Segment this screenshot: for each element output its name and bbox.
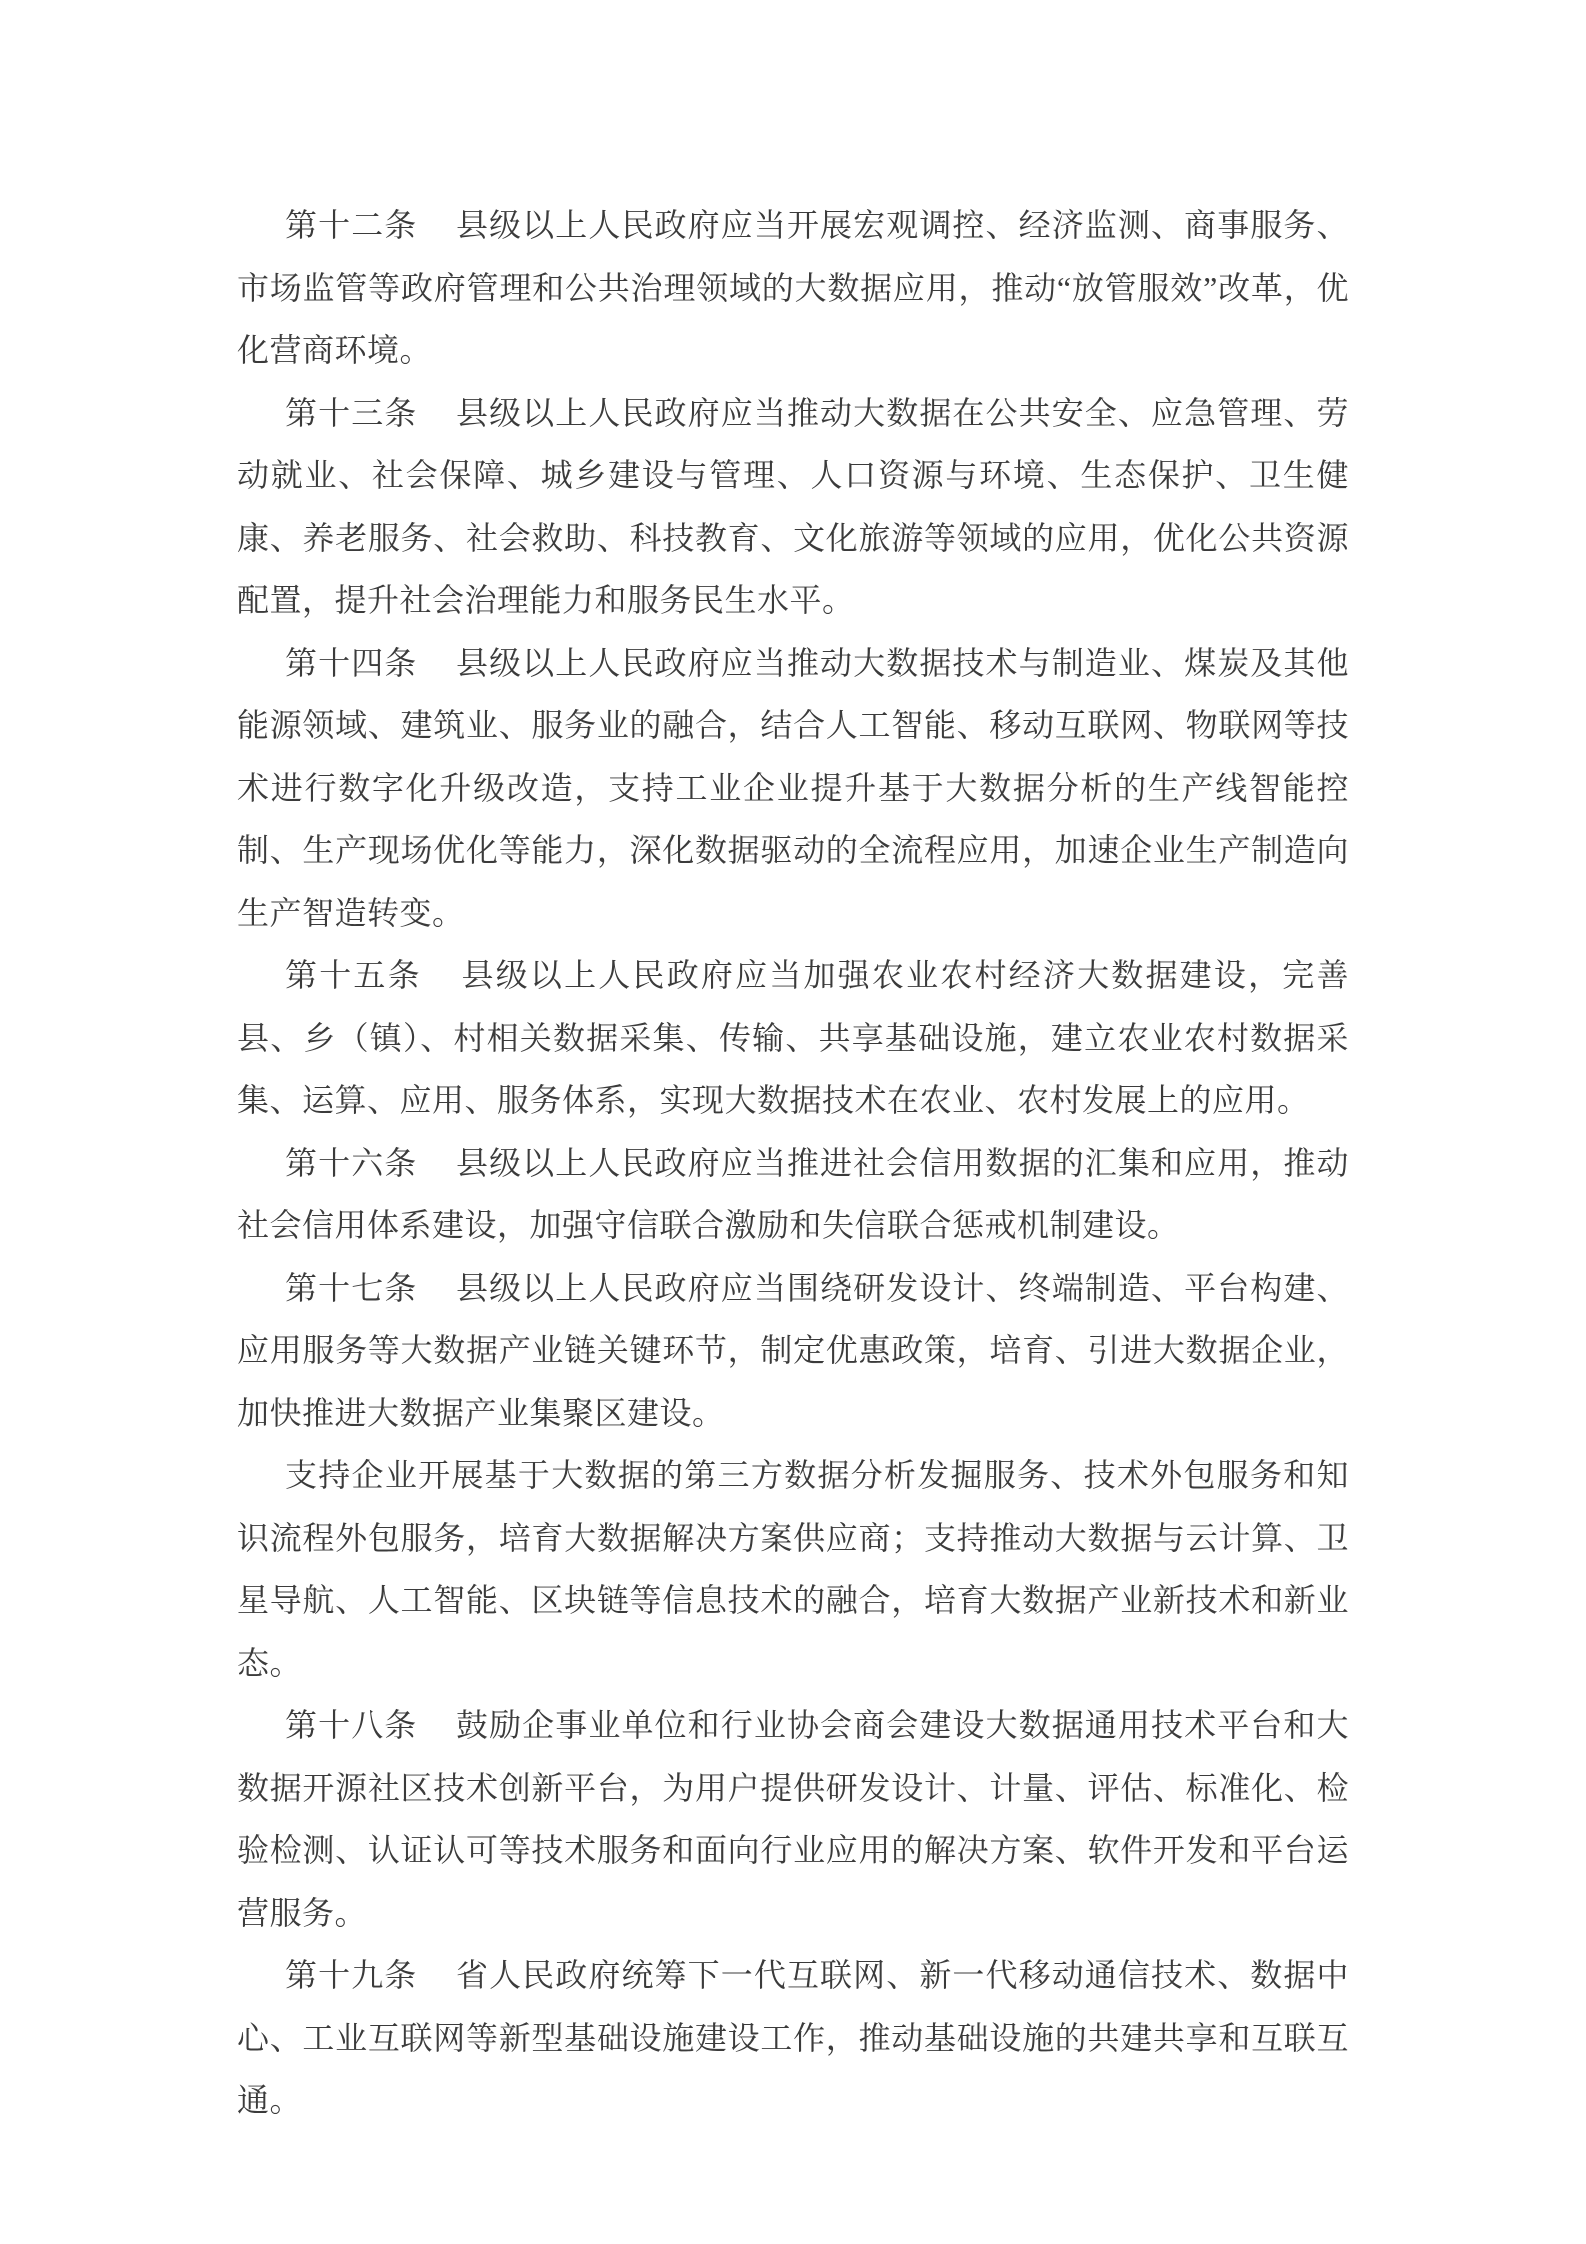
paragraph-text: 县级以上人民政府应当开展宏观调控、经济监测、商事服务、市场监管等政府管理和公共治理领域的大数据应用，推动“放管服效”改革，优化营商环境。 [237,207,1349,368]
article-number: 第十六条 [285,1144,418,1181]
paragraph-text: 县级以上人民政府应当推动大数据在公共安全、应急管理、劳动就业、社会保障、城乡建设与管理、人口资源与环境、生态保护、卫生健康、养老服务、社会救助、科技教育、文化旅游等领域的应用，优化公共资源配置，提升社会治理能力和服务民生水平。 [237,394,1349,618]
article-number: 第十三条 [285,394,418,431]
article-number: 第十五条 [285,957,422,993]
article-number: 第十八条 [285,1707,418,1743]
paragraph [237,1257,1349,1445]
article-number: 第十四条 [285,644,418,681]
paragraph [237,382,1349,632]
document-body-text [237,194,1349,2132]
article-number: 第十九条 [285,1957,418,1993]
paragraph [237,1944,1349,2132]
paragraph-text: 县级以上人民政府应当推进社会信用数据的汇集和应用，推动社会信用体系建设，加强守信联合激励和失信联合惩戒机制建设。 [237,1144,1349,1243]
paragraph [237,944,1349,1132]
paragraph [237,194,1349,382]
article-number: 第十二条 [285,207,418,243]
paragraph-text: 支持企业开展基于大数据的第三方数据分析发掘服务、技术外包服务和知识流程外包服务，培育大数据解决方案供应商；支持推动大数据与云计算、卫星导航、人工智能、区块链等信息技术的融合，培育大数据产业新技术和新业态。 [237,1457,1349,1681]
paragraph-text: 县级以上人民政府应当加强农业农村经济大数据建设，完善县、乡（镇）、村相关数据采集、传输、共享基础设施，建立农业农村数据采集、运算、应用、服务体系，实现大数据技术在农业、农村发展上的应用。 [237,957,1349,1118]
paragraph [237,1444,1349,1694]
paragraph [237,632,1349,945]
article-number: 第十七条 [285,1269,418,1306]
paragraph-text: 鼓励企事业单位和行业协会商会建设大数据通用技术平台和大数据开源社区技术创新平台，为用户提供研发设计、计量、评估、标准化、检验检测、认证认可等技术服务和面向行业应用的解决方案、软件开发和平台运营服务。 [237,1707,1349,1931]
paragraph-text: 县级以上人民政府应当围绕研发设计、终端制造、平台构建、应用服务等大数据产业链关键环节，制定优惠政策，培育、引进大数据企业，加快推进大数据产业集聚区建设。 [237,1269,1349,1431]
paragraph [237,1132,1349,1257]
paragraph-text: 省人民政府统筹下一代互联网、新一代移动通信技术、数据中心、工业互联网等新型基础设施建设工作，推动基础设施的共建共享和互联互通。 [237,1957,1349,2118]
paragraph-text: 县级以上人民政府应当推动大数据技术与制造业、煤炭及其他能源领域、建筑业、服务业的融合，结合人工智能、移动互联网、物联网等技术进行数字化升级改造，支持工业企业提升基于大数据分析的生产线智能控制、生产现场优化等能力，深化数据驱动的全流程应用，加速企业生产制造向生产智造转变。 [237,644,1349,931]
paragraph [237,1694,1349,1944]
